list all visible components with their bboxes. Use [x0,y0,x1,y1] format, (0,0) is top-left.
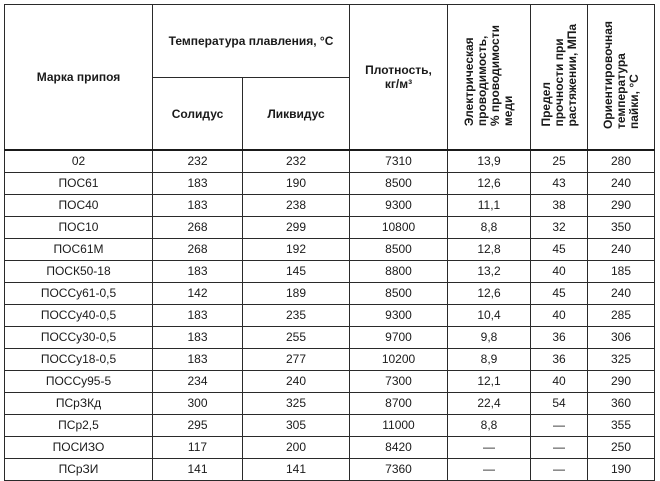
header-soldering-temp-line-3: пайки, °С [626,74,641,130]
cell-soldering-temp: 190 [588,459,655,481]
header-brand: Марка припоя [5,5,153,151]
cell-conductivity: 8,8 [448,217,531,239]
cell-solidus: 183 [153,327,243,349]
cell-solidus: 141 [153,459,243,481]
cell-density: 9300 [350,305,448,327]
header-strength-line-3: растяжении, МПа [564,24,579,127]
header-conductivity-line-4: меди [501,95,515,127]
cell-solidus: 300 [153,393,243,415]
header-row-1 [5,5,655,78]
cell-conductivity: 8,8 [448,415,531,437]
cell-density: 11000 [350,415,448,437]
cell-brand: ПОС61М [5,239,153,261]
cell-soldering-temp: 280 [588,150,655,173]
cell-brand: ПСр2,5 [5,415,153,437]
cell-strength: 45 [531,283,588,305]
cell-strength: 54 [531,393,588,415]
cell-solidus: 183 [153,261,243,283]
table-row [5,393,655,415]
cell-conductivity: 12,6 [448,173,531,195]
table-row [5,437,655,459]
table-row [5,239,655,261]
cell-strength: 25 [531,150,588,173]
cell-density: 10200 [350,349,448,371]
cell-conductivity: 12,8 [448,239,531,261]
cell-solidus: 117 [153,437,243,459]
cell-density: 9300 [350,195,448,217]
cell-liquidus: 235 [243,305,350,327]
cell-brand: ПОС10 [5,217,153,239]
cell-solidus: 268 [153,239,243,261]
cell-density: 8500 [350,239,448,261]
cell-strength: 45 [531,239,588,261]
cell-brand: 02 [5,150,153,173]
header-liquidus: Ликвидус [243,78,350,151]
header-density-text: Плотность, кг/м³ [365,63,432,91]
cell-solidus: 268 [153,217,243,239]
cell-conductivity: 13,2 [448,261,531,283]
table-row [5,371,655,393]
cell-brand: ПОССу18-0,5 [5,349,153,371]
header-soldering-temp-text [602,21,641,129]
table-row [5,327,655,349]
cell-soldering-temp: 350 [588,217,655,239]
solder-table-container [4,4,655,481]
header-conductivity-line-3: % проводимости [488,24,502,127]
cell-density: 8700 [350,393,448,415]
cell-strength: 40 [531,371,588,393]
cell-density: 8500 [350,173,448,195]
cell-solidus: 142 [153,283,243,305]
header-strength-line-2: прочности при [551,38,566,127]
table-row [5,305,655,327]
table-row [5,173,655,195]
cell-liquidus: 200 [243,437,350,459]
header-strength [531,5,588,151]
cell-density: 8500 [350,283,448,305]
cell-solidus: 183 [153,305,243,327]
table-row [5,217,655,239]
cell-conductivity: 12,1 [448,371,531,393]
cell-soldering-temp: 290 [588,371,655,393]
cell-solidus: 183 [153,195,243,217]
cell-liquidus: 192 [243,239,350,261]
cell-strength: 32 [531,217,588,239]
cell-liquidus: 277 [243,349,350,371]
cell-solidus: 183 [153,173,243,195]
header-conductivity-line-2: проводимость, [475,35,489,127]
cell-soldering-temp: 250 [588,437,655,459]
cell-liquidus: 190 [243,173,350,195]
cell-brand: ПОСИЗО [5,437,153,459]
cell-strength: 43 [531,173,588,195]
cell-conductivity: 11,1 [448,195,531,217]
cell-density: 8800 [350,261,448,283]
cell-density: 8420 [350,437,448,459]
cell-solidus: 183 [153,349,243,371]
table-row [5,195,655,217]
header-density [350,5,448,151]
cell-liquidus: 325 [243,393,350,415]
cell-strength: — [531,459,588,481]
cell-strength: — [531,415,588,437]
cell-soldering-temp: 285 [588,305,655,327]
table-row [5,459,655,481]
cell-liquidus: 238 [243,195,350,217]
cell-solidus: 295 [153,415,243,437]
cell-density: 10800 [350,217,448,239]
header-strength-line-1: Предел [538,82,553,127]
cell-liquidus: 145 [243,261,350,283]
header-conductivity-text [463,25,515,126]
table-row [5,349,655,371]
header-conductivity [448,5,531,151]
cell-liquidus: 240 [243,371,350,393]
cell-liquidus: 305 [243,415,350,437]
cell-solidus: 234 [153,371,243,393]
header-soldering-temp [588,5,655,151]
cell-conductivity: — [448,437,531,459]
cell-liquidus: 141 [243,459,350,481]
cell-density: 7360 [350,459,448,481]
cell-brand: ПОССу61-0,5 [5,283,153,305]
cell-conductivity: 13,9 [448,150,531,173]
table-row [5,283,655,305]
cell-brand: ПОССу95-5 [5,371,153,393]
cell-conductivity: 8,9 [448,349,531,371]
cell-strength: — [531,437,588,459]
cell-soldering-temp: 325 [588,349,655,371]
cell-soldering-temp: 306 [588,327,655,349]
header-soldering-temp-line-2: температура [613,53,628,130]
cell-strength: 36 [531,349,588,371]
table-row [5,261,655,283]
solder-properties-table [4,4,655,481]
cell-strength: 38 [531,195,588,217]
table-body [5,150,655,481]
cell-strength: 36 [531,327,588,349]
cell-liquidus: 232 [243,150,350,173]
cell-soldering-temp: 355 [588,415,655,437]
cell-brand: ПОСК50-18 [5,261,153,283]
cell-brand: ПСрЗИ [5,459,153,481]
cell-density: 9700 [350,327,448,349]
header-strength-text [540,24,579,127]
cell-liquidus: 189 [243,283,350,305]
cell-conductivity: 10,4 [448,305,531,327]
header-conductivity-line-1: Электрическая [462,37,476,127]
cell-soldering-temp: 240 [588,283,655,305]
cell-density: 7310 [350,150,448,173]
cell-brand: ПСрЗКд [5,393,153,415]
cell-soldering-temp: 240 [588,239,655,261]
cell-brand: ПОССу40-0,5 [5,305,153,327]
cell-conductivity: — [448,459,531,481]
cell-soldering-temp: 360 [588,393,655,415]
header-soldering-temp-line-1: Ориентировочная [600,21,615,130]
cell-strength: 40 [531,305,588,327]
cell-soldering-temp: 240 [588,173,655,195]
table-row [5,150,655,173]
cell-liquidus: 299 [243,217,350,239]
cell-solidus: 232 [153,150,243,173]
cell-liquidus: 255 [243,327,350,349]
cell-soldering-temp: 185 [588,261,655,283]
cell-conductivity: 12,6 [448,283,531,305]
cell-conductivity: 22,4 [448,393,531,415]
cell-density: 7300 [350,371,448,393]
header-solidus: Солидус [153,78,243,151]
cell-soldering-temp: 290 [588,195,655,217]
cell-strength: 40 [531,261,588,283]
cell-brand: ПОССу30-0,5 [5,327,153,349]
cell-brand: ПОС61 [5,173,153,195]
table-row [5,415,655,437]
cell-brand: ПОС40 [5,195,153,217]
header-melting-temp: Температура плавления, °С [153,5,350,78]
cell-conductivity: 9,8 [448,327,531,349]
